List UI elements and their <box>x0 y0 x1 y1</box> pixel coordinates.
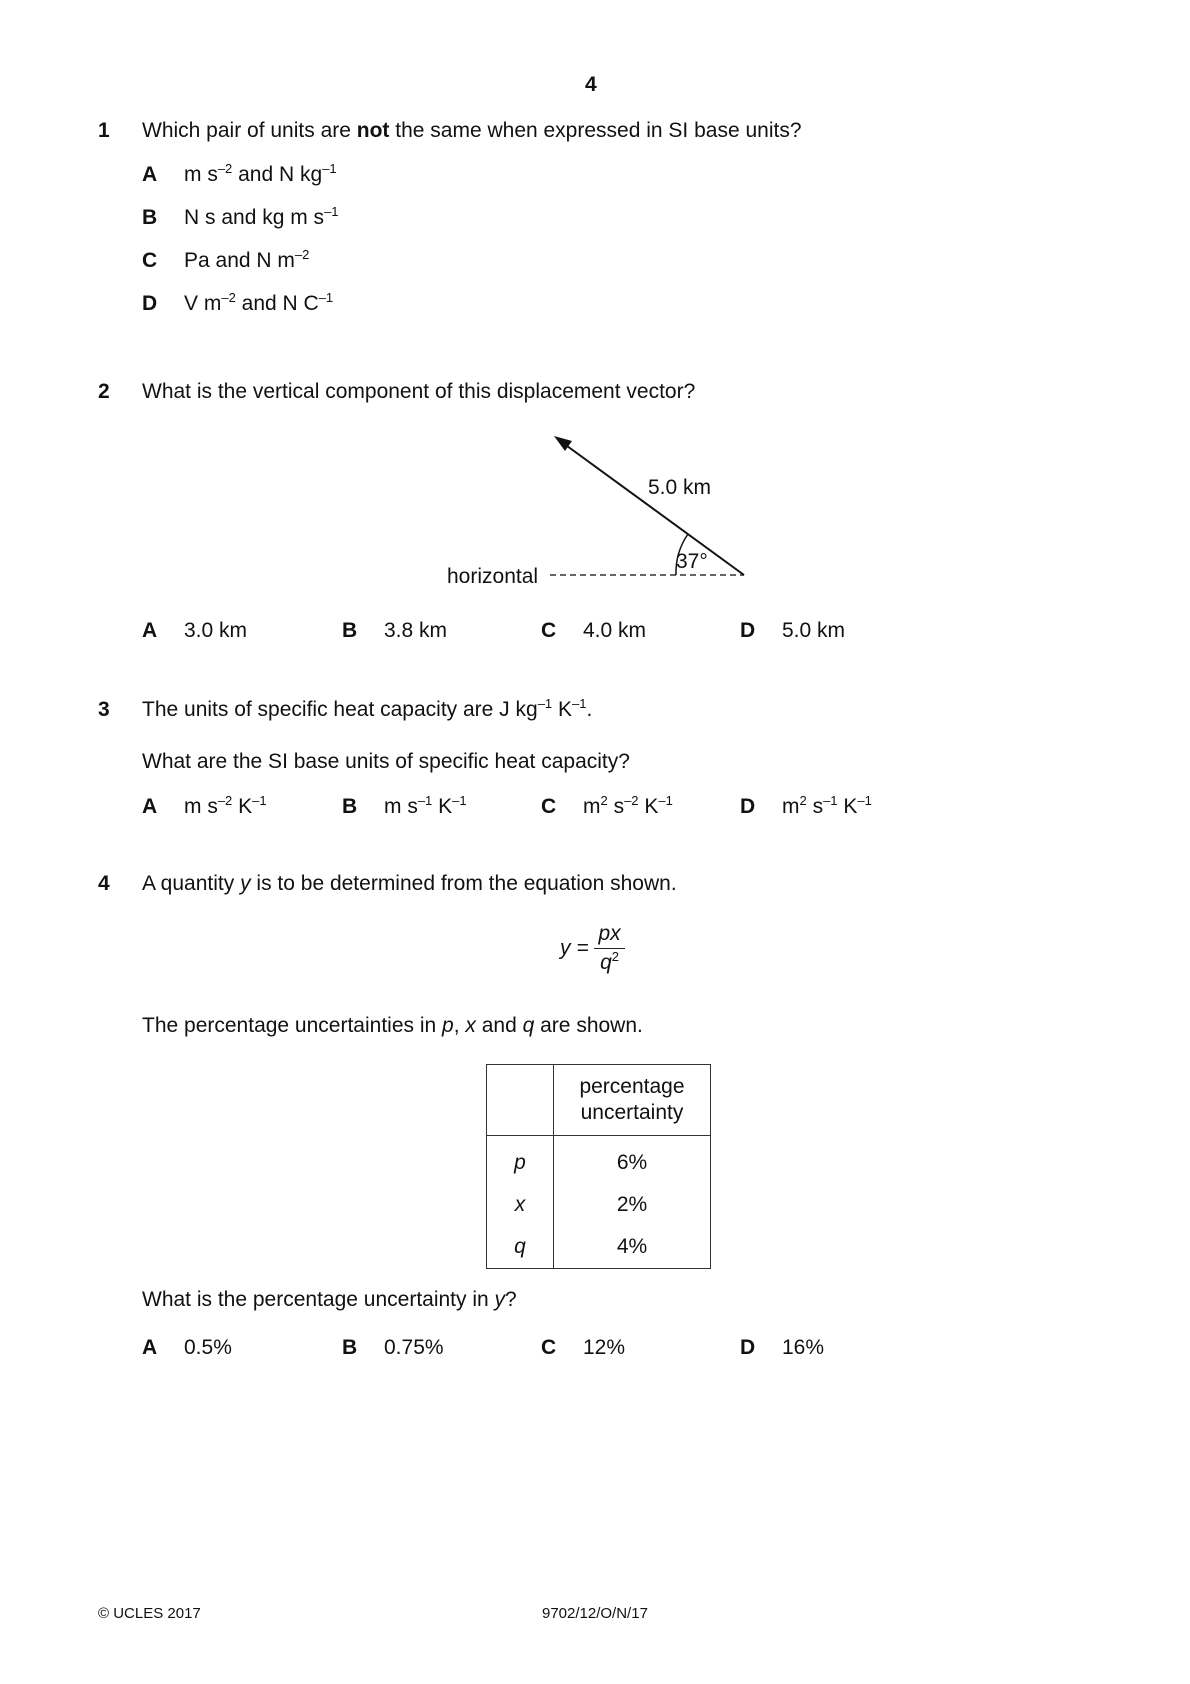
option-text: 12% <box>583 1336 626 1359</box>
q4-option-a[interactable] <box>142 1336 232 1360</box>
option-letter: B <box>342 1336 358 1359</box>
table-row <box>487 1136 711 1185</box>
question-4-number: 4 <box>98 872 110 895</box>
table-value-cell: 4% <box>554 1226 711 1269</box>
option-sup: –1 <box>252 793 267 808</box>
option-sup: –1 <box>322 161 337 176</box>
question-4-uncertainty-intro <box>142 1014 643 1038</box>
option-letter: A <box>142 795 158 818</box>
question-4-stem <box>142 872 677 896</box>
option-sup: 2 <box>600 793 608 808</box>
table-value-cell: 6% <box>554 1136 711 1185</box>
q4-text: What is the percentage uncertainty in <box>142 1288 495 1311</box>
option-text: and N C <box>235 292 319 315</box>
q4-var-p: p <box>442 1014 454 1037</box>
q3-stem-sup: –1 <box>537 696 553 711</box>
header-line-2: uncertainty <box>580 1101 684 1124</box>
q2-option-a[interactable] <box>142 619 247 643</box>
option-text: K <box>232 795 253 818</box>
q3-stem-sup: –1 <box>572 696 587 711</box>
option-text: m s <box>384 795 418 818</box>
vector-magnitude-label: 5.0 km <box>648 476 712 499</box>
q4-option-b[interactable] <box>342 1336 444 1360</box>
q4-option-d[interactable] <box>740 1336 824 1360</box>
equation-fraction <box>594 922 624 975</box>
option-letter: B <box>142 206 158 229</box>
option-letter: A <box>142 163 158 186</box>
equation-denominator <box>594 949 624 975</box>
option-sup: –2 <box>217 161 233 176</box>
option-text: V m <box>184 292 222 315</box>
option-text: 0.75% <box>384 1336 444 1359</box>
q4-text: ? <box>505 1288 517 1311</box>
option-text: 3.0 km <box>184 619 248 642</box>
option-letter: A <box>142 1336 158 1359</box>
q4-stem-text: is to be determined from the equation shown. <box>250 872 677 895</box>
q3-option-c[interactable] <box>541 795 673 819</box>
q4-text: and <box>475 1014 523 1037</box>
option-sup: –1 <box>452 793 467 808</box>
option-text: K <box>638 795 659 818</box>
q2-option-c[interactable] <box>541 619 646 643</box>
option-text: K <box>432 795 453 818</box>
q4-stem-var: y <box>240 872 251 895</box>
option-text: and N kg <box>232 163 323 186</box>
equation-lhs: y = <box>560 936 589 960</box>
option-sup: 2 <box>799 793 807 808</box>
option-text: K <box>837 795 858 818</box>
option-text: m s <box>184 163 218 186</box>
option-text: 4.0 km <box>583 619 647 642</box>
option-letter: D <box>740 619 756 642</box>
q4-option-c[interactable] <box>541 1336 625 1360</box>
q2-option-d[interactable] <box>740 619 845 643</box>
table-header-row <box>487 1065 711 1136</box>
table-header-empty <box>487 1065 554 1136</box>
equation-den-var: q <box>600 951 612 974</box>
option-text: 0.5% <box>184 1336 232 1359</box>
question-4-question <box>142 1288 517 1312</box>
option-sup: –1 <box>857 793 872 808</box>
q4-var-q: q <box>522 1014 535 1037</box>
question-2-stem: What is the vertical component of this displacement vector? <box>142 380 696 403</box>
option-sup: –2 <box>294 247 310 262</box>
option-letter: D <box>740 795 756 818</box>
q2-option-b[interactable] <box>342 619 447 643</box>
equation-den-sup: 2 <box>611 949 619 964</box>
table-header-cell <box>554 1065 711 1136</box>
table-value-cell: 2% <box>554 1184 711 1226</box>
option-text: 5.0 km <box>782 619 846 642</box>
q3-option-d[interactable] <box>740 795 872 819</box>
option-text: s <box>607 795 625 818</box>
q1-stem-bold: not <box>356 119 390 142</box>
option-letter: D <box>142 292 158 315</box>
q4-text: are shown. <box>534 1014 643 1037</box>
displacement-vector-diagram <box>0 0 1190 640</box>
option-letter: B <box>342 795 358 818</box>
option-text: m <box>782 795 800 818</box>
option-letter: C <box>541 1336 557 1359</box>
q4-var-y: y <box>494 1288 506 1311</box>
angle-label: 37° <box>676 550 708 573</box>
table-symbol-cell: x <box>487 1184 554 1226</box>
displacement-vector-line <box>563 443 744 575</box>
q3-stem-text: K <box>552 698 573 721</box>
q1-stem-before: Which pair of units are <box>142 119 357 142</box>
question-3-number: 3 <box>98 698 110 721</box>
q4-stem-text: A quantity <box>142 872 241 895</box>
horizontal-label: horizontal <box>447 565 539 588</box>
header-line-1: percentage <box>579 1075 685 1098</box>
footer-copyright: © UCLES 2017 <box>98 1605 201 1622</box>
q3-stem-text: . <box>586 698 593 721</box>
table-row <box>487 1184 711 1226</box>
option-text: 3.8 km <box>384 619 448 642</box>
option-letter: C <box>541 795 557 818</box>
option-sup: –1 <box>823 793 838 808</box>
option-text: s <box>806 795 824 818</box>
option-sup: –1 <box>658 793 673 808</box>
footer-paper-code: 9702/12/O/N/17 <box>542 1605 648 1622</box>
option-text: Pa and N m <box>184 249 295 272</box>
option-text: m <box>583 795 601 818</box>
option-letter: C <box>142 249 158 272</box>
question-2-number: 2 <box>98 380 110 403</box>
q3-stem-text: The units of specific heat capacity are J kg <box>142 698 538 721</box>
option-sup: –1 <box>417 793 433 808</box>
question-1-number: 1 <box>98 119 110 142</box>
question-3-stem-2: What are the SI base units of specific heat capacity? <box>142 750 630 773</box>
option-text: N s and kg m s <box>184 206 325 229</box>
option-letter: C <box>541 619 557 642</box>
option-letter: D <box>740 1336 756 1359</box>
option-sup: –1 <box>324 204 339 219</box>
q4-text: The percentage uncertainties in <box>142 1014 443 1037</box>
option-sup: –2 <box>624 793 639 808</box>
page-number: 4 <box>585 73 597 96</box>
equation <box>560 922 625 975</box>
table-symbol-cell: q <box>487 1226 554 1269</box>
option-text: 16% <box>782 1336 825 1359</box>
equation-numerator: px <box>594 922 624 949</box>
option-letter: A <box>142 619 158 642</box>
table-row <box>487 1226 711 1269</box>
q4-var-x: x <box>465 1014 476 1037</box>
option-sup: –2 <box>221 290 236 305</box>
table-symbol-cell: p <box>487 1136 554 1185</box>
q3-option-b[interactable] <box>342 795 467 819</box>
option-letter: B <box>342 619 358 642</box>
uncertainty-table <box>486 1064 711 1269</box>
q3-option-a[interactable] <box>142 795 267 819</box>
option-text: m s <box>184 795 218 818</box>
q4-text: , <box>453 1014 466 1037</box>
question-3-stem <box>142 698 592 722</box>
option-sup: –2 <box>217 793 233 808</box>
option-sup: –1 <box>318 290 334 305</box>
q1-stem-after: the same when expressed in SI base units? <box>389 119 802 142</box>
